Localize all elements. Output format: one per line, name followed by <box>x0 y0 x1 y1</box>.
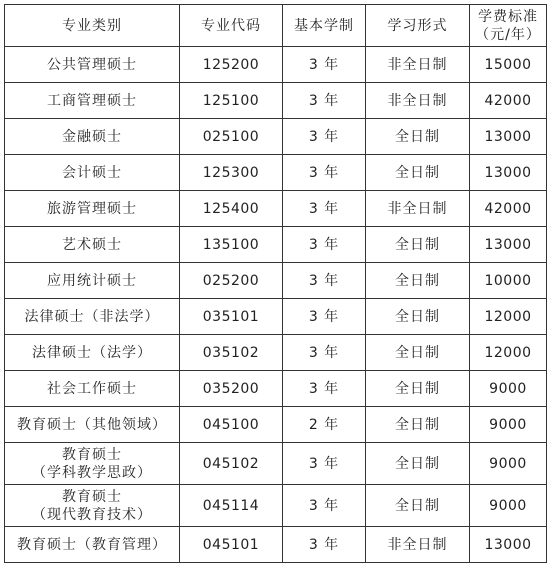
cell-category <box>5 485 180 527</box>
cell-category <box>5 443 180 485</box>
table-row <box>5 263 547 299</box>
cell-mode: 全日制 <box>366 299 470 335</box>
cell-duration: 3 年 <box>283 299 366 335</box>
cell-fee: 42000 <box>470 83 547 119</box>
cell-duration: 3 年 <box>283 527 366 563</box>
cell-code: 045114 <box>180 485 283 527</box>
cell-mode: 全日制 <box>366 227 470 263</box>
cell-code: 045102 <box>180 443 283 485</box>
header-duration: 基本学制 <box>283 5 366 47</box>
cell-fee: 42000 <box>470 191 547 227</box>
cell-code: 025100 <box>180 119 283 155</box>
cell-category: 教育硕士（教育管理） <box>5 527 180 563</box>
cell-category: 艺术硕士 <box>5 227 180 263</box>
cell-fee: 13000 <box>470 527 547 563</box>
cell-mode: 非全日制 <box>366 83 470 119</box>
cell-fee: 9000 <box>470 407 547 443</box>
cell-code: 045100 <box>180 407 283 443</box>
cell-mode: 全日制 <box>366 263 470 299</box>
cell-category: 教育硕士（其他领域） <box>5 407 180 443</box>
cell-fee: 15000 <box>470 47 547 83</box>
table-header-row <box>5 5 547 47</box>
cell-mode: 非全日制 <box>366 191 470 227</box>
cell-mode: 全日制 <box>366 485 470 527</box>
cell-fee: 9000 <box>470 485 547 527</box>
cell-fee: 9000 <box>470 371 547 407</box>
cell-category-line1: 教育硕士 <box>62 446 122 463</box>
cell-code: 125400 <box>180 191 283 227</box>
table-row <box>5 119 547 155</box>
cell-fee: 10000 <box>470 263 547 299</box>
cell-mode: 全日制 <box>366 119 470 155</box>
table-row <box>5 299 547 335</box>
cell-mode: 全日制 <box>366 443 470 485</box>
header-mode: 学习形式 <box>366 5 470 47</box>
cell-duration: 3 年 <box>283 485 366 527</box>
table-row <box>5 83 547 119</box>
cell-duration: 3 年 <box>283 155 366 191</box>
cell-code: 135100 <box>180 227 283 263</box>
cell-mode: 非全日制 <box>366 527 470 563</box>
cell-category-line2: （现代教育技术） <box>32 506 152 523</box>
cell-category: 旅游管理硕士 <box>5 191 180 227</box>
tuition-table <box>4 4 547 563</box>
cell-duration: 3 年 <box>283 263 366 299</box>
cell-code: 045101 <box>180 527 283 563</box>
cell-duration: 3 年 <box>283 335 366 371</box>
cell-code: 035200 <box>180 371 283 407</box>
cell-fee: 13000 <box>470 227 547 263</box>
cell-code: 125300 <box>180 155 283 191</box>
table-row <box>5 227 547 263</box>
cell-category: 工商管理硕士 <box>5 83 180 119</box>
cell-code: 025200 <box>180 263 283 299</box>
cell-code: 035102 <box>180 335 283 371</box>
cell-category: 会计硕士 <box>5 155 180 191</box>
cell-mode: 全日制 <box>366 371 470 407</box>
table-row <box>5 371 547 407</box>
header-code: 专业代码 <box>180 5 283 47</box>
table-row <box>5 155 547 191</box>
cell-duration: 3 年 <box>283 83 366 119</box>
cell-category-line1: 教育硕士 <box>62 488 122 505</box>
cell-category: 社会工作硕士 <box>5 371 180 407</box>
table-row <box>5 527 547 563</box>
cell-duration: 2 年 <box>283 407 366 443</box>
cell-category: 法律硕士（法学） <box>5 335 180 371</box>
cell-category-line2: （学科教学思政） <box>32 464 152 481</box>
cell-code: 035101 <box>180 299 283 335</box>
cell-mode: 全日制 <box>366 407 470 443</box>
table-row <box>5 443 547 485</box>
table-row <box>5 407 547 443</box>
header-fee-line2: （元/年） <box>475 26 541 43</box>
cell-mode: 非全日制 <box>366 47 470 83</box>
cell-duration: 3 年 <box>283 227 366 263</box>
cell-code: 125100 <box>180 83 283 119</box>
cell-duration: 3 年 <box>283 443 366 485</box>
table-row <box>5 47 547 83</box>
cell-category: 应用统计硕士 <box>5 263 180 299</box>
table-row <box>5 335 547 371</box>
header-fee <box>470 5 547 47</box>
header-category: 专业类别 <box>5 5 180 47</box>
header-fee-line1: 学费标准 <box>478 8 538 25</box>
cell-duration: 3 年 <box>283 119 366 155</box>
cell-category: 公共管理硕士 <box>5 47 180 83</box>
table-row <box>5 485 547 527</box>
cell-mode: 全日制 <box>366 155 470 191</box>
cell-duration: 3 年 <box>283 191 366 227</box>
tuition-table-container <box>4 4 547 563</box>
cell-duration: 3 年 <box>283 371 366 407</box>
cell-category: 金融硕士 <box>5 119 180 155</box>
cell-category: 法律硕士（非法学） <box>5 299 180 335</box>
cell-duration: 3 年 <box>283 47 366 83</box>
cell-mode: 全日制 <box>366 335 470 371</box>
cell-fee: 13000 <box>470 119 547 155</box>
cell-fee: 12000 <box>470 335 547 371</box>
cell-code: 125200 <box>180 47 283 83</box>
table-row <box>5 191 547 227</box>
cell-fee: 12000 <box>470 299 547 335</box>
cell-fee: 9000 <box>470 443 547 485</box>
cell-fee: 13000 <box>470 155 547 191</box>
